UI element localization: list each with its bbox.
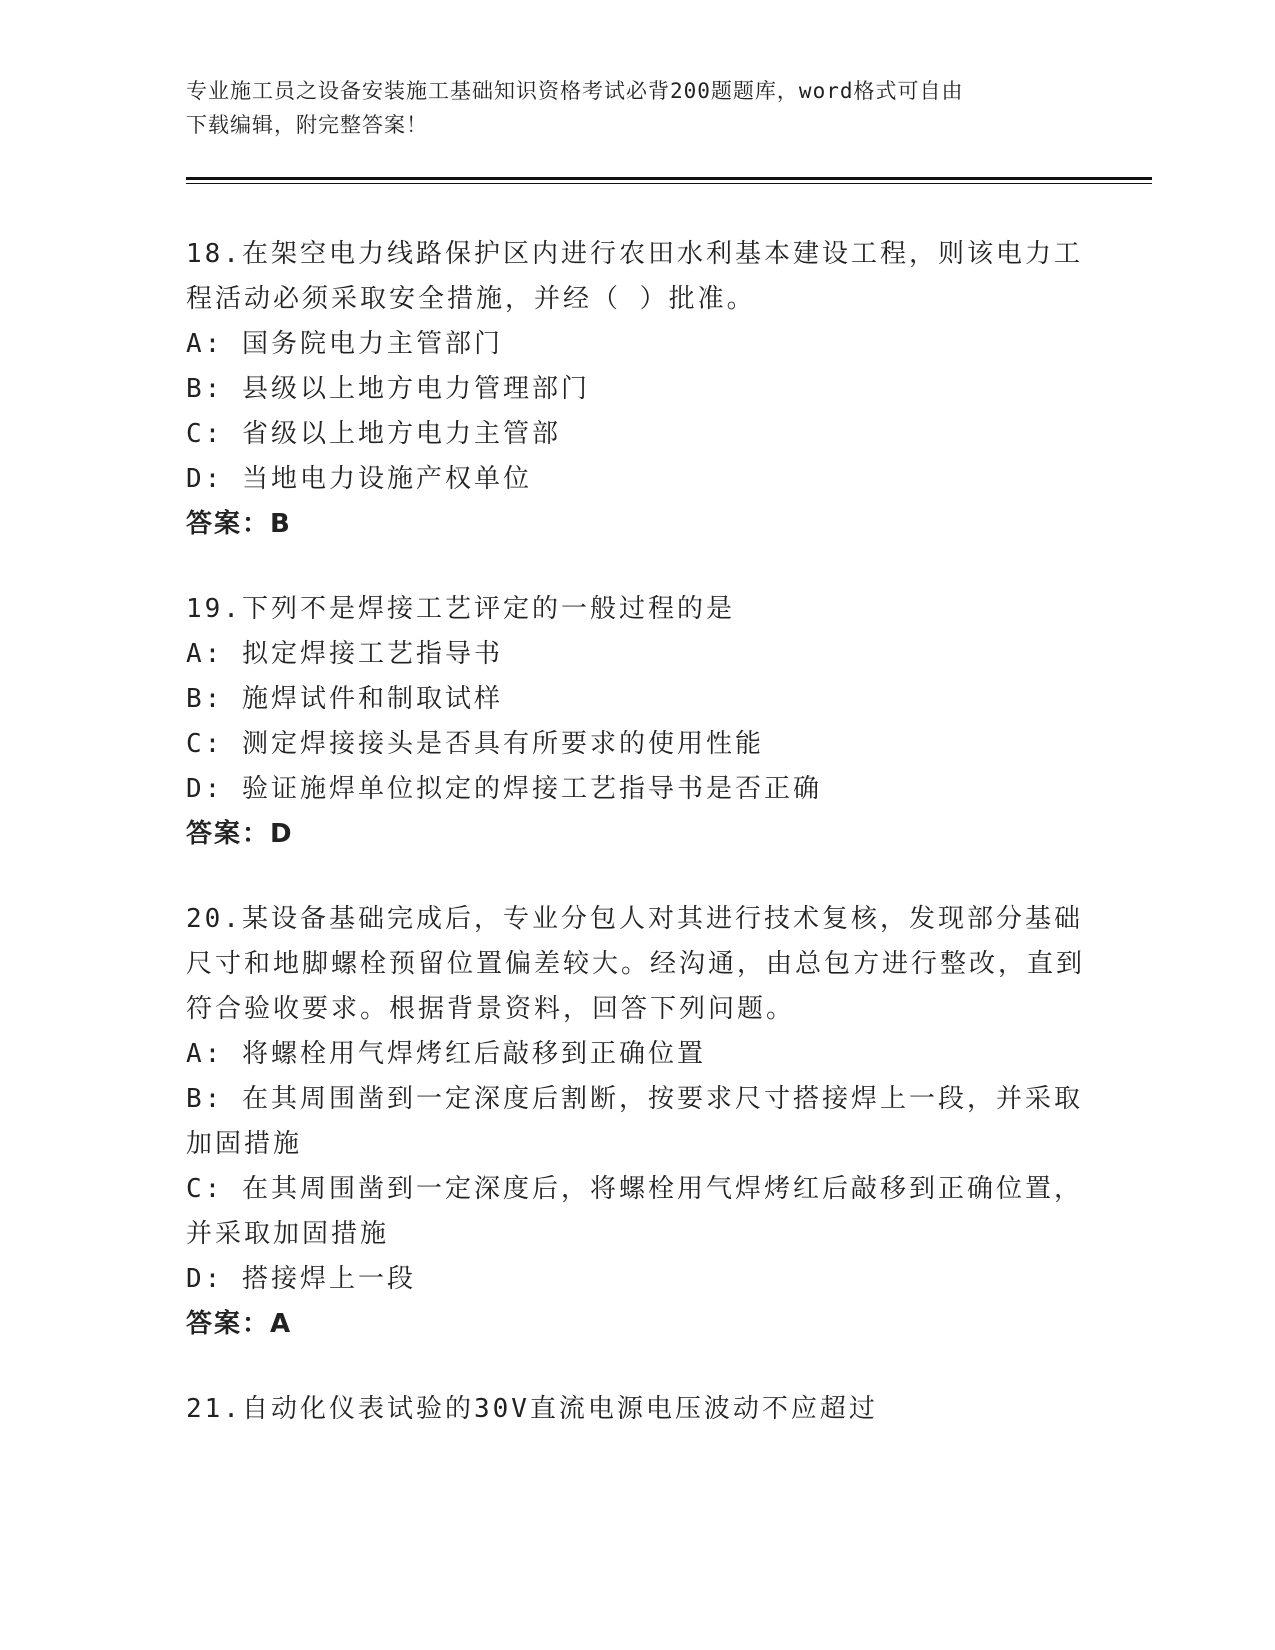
answer-label: 答案：B bbox=[186, 509, 292, 539]
header-line-2: 下载编辑，附完整答案！ bbox=[186, 113, 428, 137]
header-divider-thin bbox=[186, 183, 1152, 184]
option-b: B: 施焊试件和制取试样 bbox=[186, 684, 503, 714]
document-header bbox=[186, 74, 1066, 142]
answer-label: 答案：A bbox=[186, 1309, 293, 1339]
header-line-1: 专业施工员之设备安装施工基础知识资格考试必背200题题库，word格式可自由 bbox=[186, 79, 964, 103]
option-c: C: 测定焊接接头是否具有所要求的使用性能 bbox=[186, 729, 764, 759]
option-d: D: 当地电力设施产权单位 bbox=[186, 464, 532, 494]
option-d: D: 验证施焊单位拟定的焊接工艺指导书是否正确 bbox=[186, 774, 822, 804]
header-divider-thick bbox=[186, 177, 1152, 180]
question-text: 21.自动化仪表试验的30V直流电源电压波动不应超过 bbox=[186, 1394, 878, 1424]
question-text: 18.在架空电力线路保护区内进行农田水利基本建设工程，则该电力工程活动必须采取安全措施，并经（ ）批准。 bbox=[186, 239, 1083, 314]
question-text: 20.某设备基础完成后，专业分包人对其进行技术复核，发现部分基础尺寸和地脚螺栓预留位置偏差较大。经沟通，由总包方进行整改，直到符合验收要求。根据背景资料，回答下列问题。 bbox=[186, 904, 1086, 1024]
option-a: A: 拟定焊接工艺指导书 bbox=[186, 639, 503, 669]
question-item bbox=[186, 1387, 1086, 1432]
option-c: C: 在其周围凿到一定深度后，将螺栓用气焊烤红后敲移到正确位置，并采取加固措施 bbox=[186, 1174, 1083, 1249]
option-b: B: 县级以上地方电力管理部门 bbox=[186, 374, 590, 404]
question-item bbox=[186, 587, 1086, 857]
question-item bbox=[186, 232, 1086, 547]
question-list bbox=[186, 232, 1086, 1472]
answer-label: 答案：D bbox=[186, 819, 294, 849]
question-item bbox=[186, 897, 1086, 1347]
option-a: A: 将螺栓用气焊烤红后敲移到正确位置 bbox=[186, 1039, 706, 1069]
option-a: A: 国务院电力主管部门 bbox=[186, 329, 503, 359]
question-text: 19.下列不是焊接工艺评定的一般过程的是 bbox=[186, 594, 735, 624]
option-c: C: 省级以上地方电力主管部 bbox=[186, 419, 561, 449]
option-d: D: 搭接焊上一段 bbox=[186, 1264, 416, 1294]
option-b: B: 在其周围凿到一定深度后割断，按要求尺寸搭接焊上一段，并采取加固措施 bbox=[186, 1084, 1083, 1159]
